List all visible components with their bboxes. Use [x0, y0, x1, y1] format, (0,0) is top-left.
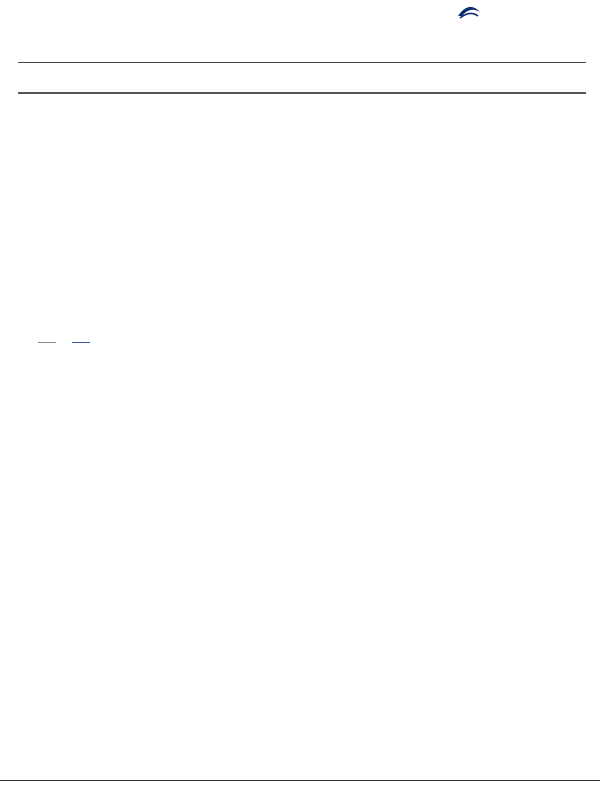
divider: [18, 92, 586, 94]
divider: [18, 62, 586, 63]
chart-legend: [38, 338, 92, 346]
legend-item-industry: [38, 338, 58, 346]
brand-logo: [456, 2, 586, 32]
market-data-panel: [18, 124, 186, 127]
main-content: [196, 124, 588, 130]
footer-divider: [0, 780, 600, 781]
index-chart: [18, 250, 186, 380]
brand-logo-icon: [456, 2, 482, 20]
legend-item-index: [72, 338, 92, 346]
